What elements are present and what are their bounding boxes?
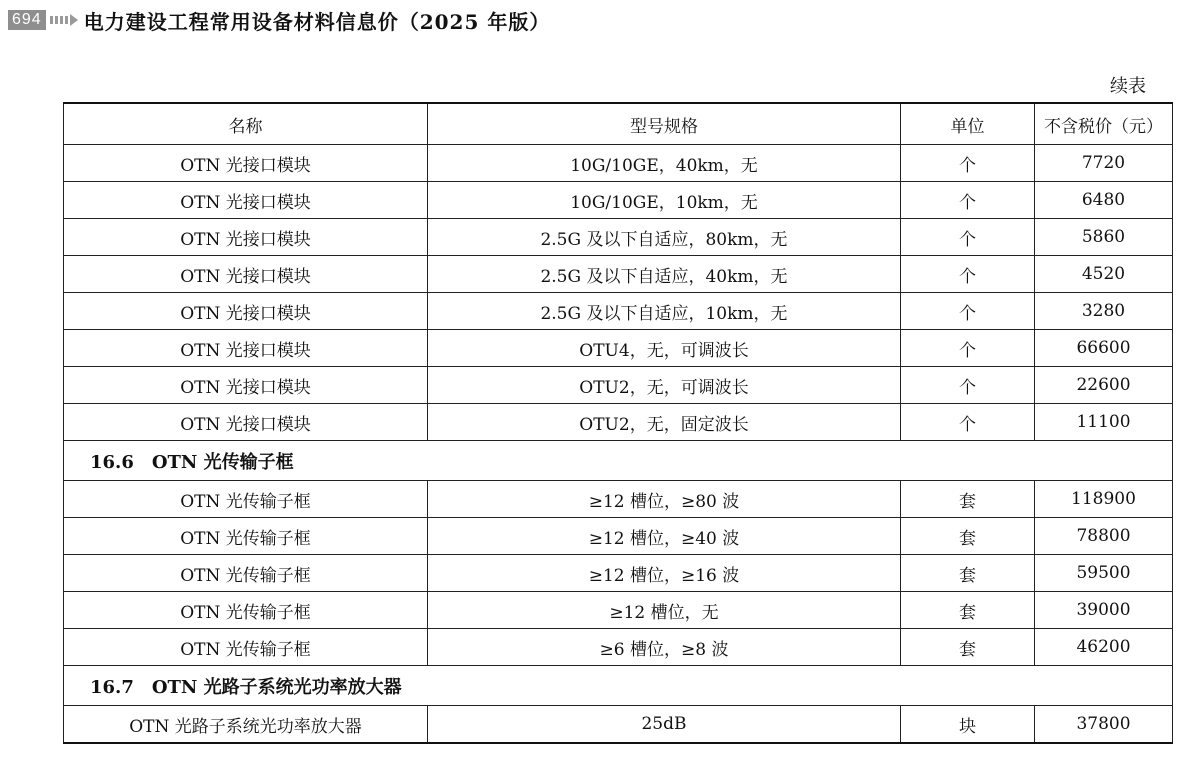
section-heading-row: [64, 441, 1173, 481]
item-price-cell: 3280: [1035, 293, 1173, 330]
item-spec-cell: ≥12 槽位，无: [428, 592, 901, 629]
item-price-cell: 5860: [1035, 219, 1173, 256]
item-price-cell: 6480: [1035, 182, 1173, 219]
item-spec-cell: 2.5G 及以下自适应，80km，无: [428, 219, 901, 256]
table-row: [64, 330, 1173, 367]
item-unit-cell: 套: [901, 518, 1035, 555]
table-row: [64, 481, 1173, 518]
section-title: 16.7 OTN 光路子系统光功率放大器: [64, 666, 1173, 706]
item-unit-cell: 个: [901, 330, 1035, 367]
book-title: 电力建设工程常用设备材料信息价（2025 年版）: [83, 9, 551, 34]
section-title: 16.6 OTN 光传输子框: [64, 441, 1173, 481]
item-price-cell: 46200: [1035, 629, 1173, 666]
item-price-cell: 39000: [1035, 592, 1173, 629]
table-row: [64, 592, 1173, 629]
continued-label: 续表: [1110, 76, 1146, 97]
column-header-name: 名称: [64, 103, 428, 145]
item-unit-cell: 套: [901, 629, 1035, 666]
item-spec-cell: OTU2，无，可调波长: [428, 367, 901, 404]
table-row: [64, 293, 1173, 330]
item-spec-cell: 25dB: [428, 706, 901, 744]
item-spec-cell: ≥12 槽位，≥40 波: [428, 518, 901, 555]
table-row: [64, 256, 1173, 293]
item-spec-cell: OTU2，无，固定波长: [428, 404, 901, 441]
item-price-cell: 11100: [1035, 404, 1173, 441]
item-spec-cell: ≥12 槽位，≥16 波: [428, 555, 901, 592]
table-row: [64, 182, 1173, 219]
item-unit-cell: 个: [901, 182, 1035, 219]
item-name-cell: OTN 光接口模块: [64, 256, 428, 293]
item-price-cell: 37800: [1035, 706, 1173, 744]
item-name-cell: OTN 光传输子框: [64, 629, 428, 666]
item-unit-cell: 个: [901, 219, 1035, 256]
item-unit-cell: 个: [901, 404, 1035, 441]
item-name-cell: OTN 光传输子框: [64, 592, 428, 629]
table-row: [64, 404, 1173, 441]
item-price-cell: 59500: [1035, 555, 1173, 592]
item-spec-cell: ≥6 槽位，≥8 波: [428, 629, 901, 666]
item-name-cell: OTN 光传输子框: [64, 518, 428, 555]
item-name-cell: OTN 光接口模块: [64, 219, 428, 256]
table-row: [64, 555, 1173, 592]
item-name-cell: OTN 光接口模块: [64, 293, 428, 330]
item-spec-cell: 10G/10GE，40km，无: [428, 145, 901, 182]
price-table: [63, 102, 1173, 744]
column-header-spec: 型号规格: [428, 103, 901, 145]
item-price-cell: 78800: [1035, 518, 1173, 555]
item-spec-cell: 10G/10GE，10km，无: [428, 182, 901, 219]
item-name-cell: OTN 光接口模块: [64, 404, 428, 441]
item-name-cell: OTN 光传输子框: [64, 481, 428, 518]
item-price-cell: 7720: [1035, 145, 1173, 182]
item-unit-cell: 套: [901, 481, 1035, 518]
double-arrow-right-icon: [50, 11, 84, 30]
page-number: 694: [8, 10, 46, 30]
item-spec-cell: OTU4，无，可调波长: [428, 330, 901, 367]
item-unit-cell: 块: [901, 706, 1035, 744]
item-name-cell: OTN 光接口模块: [64, 182, 428, 219]
item-name-cell: OTN 光路子系统光功率放大器: [64, 706, 428, 744]
item-price-cell: 66600: [1035, 330, 1173, 367]
table-row: [64, 219, 1173, 256]
item-unit-cell: 套: [901, 592, 1035, 629]
table-header-row: [64, 103, 1173, 145]
item-unit-cell: 个: [901, 145, 1035, 182]
table-row: [64, 629, 1173, 666]
item-name-cell: OTN 光接口模块: [64, 330, 428, 367]
table-row: [64, 706, 1173, 744]
item-spec-cell: 2.5G 及以下自适应，40km，无: [428, 256, 901, 293]
item-unit-cell: 个: [901, 256, 1035, 293]
item-unit-cell: 个: [901, 293, 1035, 330]
item-spec-cell: ≥12 槽位，≥80 波: [428, 481, 901, 518]
section-heading-row: [64, 666, 1173, 706]
table-row: [64, 367, 1173, 404]
page-header: [8, 9, 551, 34]
item-name-cell: OTN 光接口模块: [64, 145, 428, 182]
table-row: [64, 518, 1173, 555]
item-unit-cell: 个: [901, 367, 1035, 404]
item-name-cell: OTN 光接口模块: [64, 367, 428, 404]
item-price-cell: 22600: [1035, 367, 1173, 404]
item-name-cell: OTN 光传输子框: [64, 555, 428, 592]
item-unit-cell: 套: [901, 555, 1035, 592]
table-body: [64, 145, 1173, 744]
column-header-price: 不含税价（元）: [1035, 103, 1173, 145]
column-header-unit: 单位: [901, 103, 1035, 145]
item-price-cell: 118900: [1035, 481, 1173, 518]
table-row: [64, 145, 1173, 182]
item-price-cell: 4520: [1035, 256, 1173, 293]
item-spec-cell: 2.5G 及以下自适应，10km，无: [428, 293, 901, 330]
